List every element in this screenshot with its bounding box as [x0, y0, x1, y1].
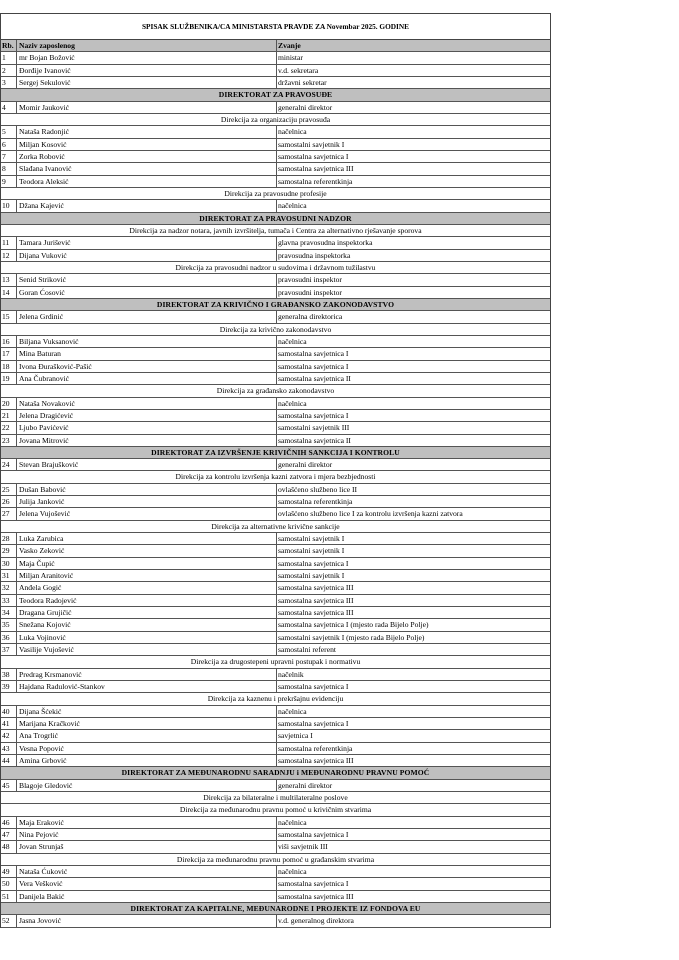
- employee-position: načelnica: [278, 336, 307, 346]
- table-row: [1, 632, 550, 644]
- employee-name: Senid Striković: [17, 274, 277, 285]
- table-row: [1, 77, 550, 89]
- header-name: Naziv zaposlenog: [17, 40, 277, 51]
- employee-name: mr Bojan Božović: [17, 52, 277, 63]
- employee-name: Nataša Ćuković: [17, 866, 277, 877]
- employee-name: Blagoje Gledović: [17, 780, 277, 791]
- row-number: 51: [1, 891, 17, 902]
- table-row: [1, 570, 550, 582]
- directorate-heading: DIREKTORAT ZA IZVRŠENJE KRIVIČNIH SANKCIJA I KONTROLU: [1, 447, 550, 459]
- table-row: [1, 669, 550, 681]
- table-row: [1, 361, 550, 373]
- employee-position: samostalna savjetnica III: [278, 756, 354, 766]
- employee-name: Nataša Radonjić: [17, 126, 277, 137]
- row-number: 44: [1, 755, 17, 766]
- header-position: Zvanje: [278, 41, 301, 50]
- table-row: [1, 237, 550, 249]
- employee-position: načelnica: [278, 866, 307, 876]
- row-number: 23: [1, 435, 17, 446]
- employee-position: pravosudna inspektorka: [278, 250, 351, 260]
- row-number: 50: [1, 878, 17, 889]
- employee-position: načelnica: [278, 127, 307, 137]
- employee-name: Ana Čubranović: [17, 373, 277, 384]
- table-row: [1, 484, 550, 496]
- directorate-division-heading: Direkcija za kaznenu i prekršajnu evidenciju: [1, 693, 550, 705]
- employee-name: Anđela Gogić: [17, 582, 277, 593]
- employee-position: načelnica: [278, 817, 307, 827]
- employee-name: Maja Eraković: [17, 817, 277, 828]
- table-row: [1, 533, 550, 545]
- row-number: 35: [1, 619, 17, 630]
- row-number: 52: [1, 915, 17, 926]
- table-row: [1, 151, 550, 163]
- table-row: [1, 65, 550, 77]
- employee-name: Ljubo Pavićević: [17, 422, 277, 433]
- employee-name: Maja Čupić: [17, 558, 277, 569]
- employee-name: Luka Zarubica: [17, 533, 277, 544]
- table-row: [1, 607, 550, 619]
- employee-position: samostalna savjetnica I: [278, 410, 349, 420]
- employee-position: samostalna savjetnica I: [278, 719, 349, 729]
- employee-position: samostalna savjetnica III: [278, 164, 354, 174]
- employee-position: samostalna savjetnica III: [278, 891, 354, 901]
- row-number: 20: [1, 398, 17, 409]
- employee-name: Mina Baturan: [17, 348, 277, 359]
- table-row: [1, 139, 550, 151]
- employee-position: samostalni savjetnik I (mjesto rada Bijelo Polje): [278, 632, 425, 642]
- table-row: [1, 718, 550, 730]
- directorate-division-heading: Direkcija za drugostepeni upravni postupak i normativu: [1, 656, 550, 668]
- row-number: 37: [1, 644, 17, 655]
- employee-name: Vera Vešković: [17, 878, 277, 889]
- row-number: 25: [1, 484, 17, 495]
- table-row: [1, 398, 550, 410]
- directorate-heading: DIREKTORAT ZA MEĐUNARODNU SARADNJU i MEĐUNARODNU PRAVNU POMOĆ: [1, 767, 550, 779]
- directorate-division-heading: Direkcija za međunarodnu pravnu pomoć u krivičnim stvarima: [1, 804, 550, 816]
- directorate-heading: DIREKTORAT ZA KRIVIČNO I GRAĐANSKO ZAKONODAVSTVO: [1, 299, 550, 311]
- row-number: 4: [1, 102, 17, 113]
- employee-name: Slađana Ivanović: [17, 163, 277, 174]
- table-row: [1, 644, 550, 656]
- table-row: [1, 348, 550, 360]
- employee-position: v.d. sekretara: [278, 65, 319, 75]
- table-row: [1, 102, 550, 114]
- row-number: 30: [1, 558, 17, 569]
- employee-position: glavna pravosudna inspektorka: [278, 238, 373, 248]
- table-row: [1, 558, 550, 570]
- row-number: 46: [1, 817, 17, 828]
- row-number: 3: [1, 77, 17, 88]
- employee-position: samostalna savjetnica I: [278, 830, 349, 839]
- employee-name: Jelena Dragićević: [17, 410, 277, 421]
- employee-name: Miljan Aranitović: [17, 570, 277, 581]
- employee-name: Zorka Robović: [17, 151, 277, 162]
- row-number: 26: [1, 496, 17, 507]
- employee-name: Vesna Popović: [17, 743, 277, 754]
- row-number: 16: [1, 336, 17, 347]
- employee-position: načelnik: [278, 669, 304, 679]
- employee-name: Momir Jauković: [17, 102, 277, 113]
- employee-name: Dušan Babović: [17, 484, 277, 495]
- directorate-heading: DIREKTORAT ZA PRAVOSUDNI NADZOR: [1, 213, 550, 225]
- employee-name: Ivona Đurašković-Pašić: [17, 361, 277, 372]
- row-number: 1: [1, 52, 17, 63]
- table-row: [1, 336, 550, 348]
- row-number: 13: [1, 274, 17, 285]
- employee-position: samostalna savjetnica I: [278, 558, 349, 568]
- row-number: 49: [1, 866, 17, 877]
- row-number: 39: [1, 681, 17, 692]
- employee-position: generalna direktorica: [278, 312, 343, 322]
- table-row: [1, 496, 550, 508]
- row-number: 38: [1, 669, 17, 680]
- row-number: 27: [1, 508, 17, 519]
- table-row: [1, 829, 550, 841]
- employee-position: samostalna savjetnica I (mjesto rada Bijelo Polje): [278, 620, 429, 630]
- employee-position: generalni direktor: [278, 102, 333, 112]
- table-row: [1, 780, 550, 792]
- employee-position: samostalna savjetnica I: [278, 361, 349, 371]
- table-row: [1, 287, 550, 299]
- table-row: [1, 817, 550, 829]
- employee-name: Dijana Vuković: [17, 250, 277, 261]
- employee-position: načelnica: [278, 706, 307, 716]
- employee-name: Luka Vojinović: [17, 632, 277, 643]
- table-row: [1, 595, 550, 607]
- row-number: 2: [1, 65, 17, 76]
- row-number: 34: [1, 607, 17, 618]
- directorate-division-heading: Direkcija za krivično zakonodavstvo: [1, 324, 550, 336]
- directorate-heading: DIREKTORAT ZA PRAVOSUĐE: [1, 89, 550, 101]
- employee-position: samostalni savjetnik I: [278, 571, 345, 581]
- row-number: 19: [1, 373, 17, 384]
- directorate-heading: DIREKTORAT ZA KAPITALNE, MEĐUNARODNE I PROJEKTE IZ FONDOVA EU: [1, 903, 550, 915]
- employee-name: Nataša Novaković: [17, 398, 277, 409]
- staff-list-table: [0, 13, 551, 928]
- row-number: 36: [1, 632, 17, 643]
- row-number: 48: [1, 841, 17, 852]
- employee-position: samostalni savjetnik I: [278, 139, 345, 149]
- employee-position: načelnica: [278, 201, 307, 211]
- employee-name: Stevan Brajušković: [17, 459, 277, 470]
- directorate-division-heading: Direkcija za bilateralne i multilateralne poslove: [1, 792, 550, 804]
- employee-position: samostalna savjetnica I: [278, 151, 349, 161]
- employee-position: samostalna savjetnica II: [278, 373, 351, 383]
- employee-position: samostalni savjetnik III: [278, 423, 350, 433]
- row-number: 33: [1, 595, 17, 606]
- row-number: 6: [1, 139, 17, 150]
- row-number: 15: [1, 311, 17, 322]
- employee-position: samostalna savjetnica III: [278, 595, 354, 605]
- employee-name: Sergej Sekulović: [17, 77, 277, 88]
- employee-name: Amina Grbović: [17, 755, 277, 766]
- employee-position: v.d. generalnog direktora: [278, 916, 354, 926]
- table-header-row: [1, 40, 550, 52]
- employee-position: samostalni referent: [278, 645, 336, 655]
- row-number: 12: [1, 250, 17, 261]
- employee-name: Snežana Kojović: [17, 619, 277, 630]
- table-row: [1, 545, 550, 557]
- employee-name: Jelena Vujošević: [17, 508, 277, 519]
- employee-name: Tamara Jurišević: [17, 237, 277, 248]
- employee-name: Hajdana Radulović-Stankov: [17, 681, 277, 692]
- employee-position: samostalna savjetnica I: [278, 879, 349, 889]
- table-row: [1, 582, 550, 594]
- employee-position: načelnica: [278, 398, 307, 408]
- employee-name: Đorđije Ivanović: [17, 65, 277, 76]
- directorate-division-heading: Direkcija za alternativne krivične sankcije: [1, 521, 550, 533]
- employee-name: Goran Ćosović: [17, 287, 277, 298]
- employee-name: Džana Kajević: [17, 200, 277, 211]
- table-row: [1, 274, 550, 286]
- employee-position: savjetnica I: [278, 731, 313, 741]
- employee-position: samostalni savjetnik I: [278, 534, 345, 544]
- employee-position: samostalni savjetnik I: [278, 546, 345, 556]
- employee-name: Ana Trogrlić: [17, 730, 277, 741]
- employee-position: ministar: [278, 53, 303, 63]
- table-row: [1, 508, 550, 520]
- table-row: [1, 435, 550, 447]
- employee-position: generalni direktor: [278, 460, 333, 470]
- employee-position: samostalna savjetnica III: [278, 608, 354, 618]
- employee-name: Jasna Jovović: [17, 915, 277, 926]
- employee-name: Dijana Šćekić: [17, 706, 277, 717]
- employee-position: državni sekretar: [278, 77, 327, 87]
- employee-name: Julija Janković: [17, 496, 277, 507]
- employee-position: samostalna savjetnica II: [278, 435, 351, 445]
- row-number: 40: [1, 706, 17, 717]
- employee-name: Dragana Grujičić: [17, 607, 277, 618]
- row-number: 11: [1, 237, 17, 248]
- table-row: [1, 163, 550, 175]
- document-title: SPISAK SLUŽBENIKA/CA MINISTARSTA PRAVDE ZA Novembar 2025. GODINE: [1, 14, 550, 40]
- employee-name: Nina Pejović: [17, 829, 277, 840]
- row-number: 24: [1, 459, 17, 470]
- table-row: [1, 730, 550, 742]
- table-row: [1, 878, 550, 890]
- employee-position: samostalna referentkinja: [278, 176, 353, 186]
- directorate-division-heading: Direkcija za pravosudne profesije: [1, 188, 550, 200]
- employee-name: Marijana Kračković: [17, 718, 277, 729]
- row-number: 29: [1, 545, 17, 556]
- directorate-division-heading: Direkcija za građansko zakonodavstvo: [1, 385, 550, 397]
- table-row: [1, 410, 550, 422]
- row-number: 14: [1, 287, 17, 298]
- table-row: [1, 176, 550, 188]
- employee-name: Vasko Zeković: [17, 545, 277, 556]
- row-number: 45: [1, 780, 17, 791]
- employee-name: Jovan Strunjaš: [17, 841, 277, 852]
- row-number: 47: [1, 829, 17, 840]
- directorate-division-heading: Direkcija za nadzor notara, javnih izvršitelja, tumača i Centra za alternativno rješavanje sporova: [1, 225, 550, 237]
- table-row: [1, 250, 550, 262]
- table-row: [1, 619, 550, 631]
- employee-position: viši savjetnik III: [278, 842, 328, 852]
- directorate-division-heading: Direkcija za kontrolu izvršenja kazni zatvora i mjera bezbjednosti: [1, 471, 550, 483]
- directorate-division-heading: Direkcija za međunarodnu pravnu pomoć u građanskim stvarima: [1, 854, 550, 866]
- table-row: [1, 422, 550, 434]
- table-row: [1, 681, 550, 693]
- row-number: 43: [1, 743, 17, 754]
- table-row: [1, 126, 550, 138]
- row-number: 10: [1, 200, 17, 211]
- employee-position: generalni direktor: [278, 780, 333, 790]
- employee-name: Predrag Krsmanović: [17, 669, 277, 680]
- table-row: [1, 915, 550, 927]
- table-body: [1, 52, 550, 927]
- table-row: [1, 891, 550, 903]
- employee-position: samostalna referentkinja: [278, 497, 353, 507]
- directorate-division-heading: Direkcija za organizaciju pravosuđa: [1, 114, 550, 126]
- employee-name: Teodora Aleksić: [17, 176, 277, 187]
- row-number: 41: [1, 718, 17, 729]
- employee-position: ovlašćeno službeno lice II: [278, 484, 358, 494]
- row-number: 31: [1, 570, 17, 581]
- row-number: 22: [1, 422, 17, 433]
- row-number: 18: [1, 361, 17, 372]
- table-row: [1, 311, 550, 323]
- row-number: 7: [1, 151, 17, 162]
- table-row: [1, 866, 550, 878]
- employee-name: Vasilije Vujošević: [17, 644, 277, 655]
- employee-position: samostalna savjetnica III: [278, 583, 354, 593]
- employee-position: ovlašćeno službeno lice I za kontrolu izvršenja kazni zatvora: [278, 509, 463, 519]
- employee-position: pravosudni inspektor: [278, 287, 342, 297]
- table-row: [1, 706, 550, 718]
- employee-name: Biljana Vuksanović: [17, 336, 277, 347]
- table-row: [1, 841, 550, 853]
- row-number: 32: [1, 582, 17, 593]
- table-row: [1, 200, 550, 212]
- header-rb: Rb.: [1, 40, 17, 51]
- employee-position: samostalna savjetnica I: [278, 682, 349, 692]
- employee-position: samostalna referentkinja: [278, 743, 353, 753]
- employee-name: Danijela Bakić: [17, 891, 277, 902]
- table-row: [1, 52, 550, 64]
- row-number: 9: [1, 176, 17, 187]
- employee-name: Teodora Radojević: [17, 595, 277, 606]
- row-number: 17: [1, 348, 17, 359]
- employee-name: Jovana Mitrović: [17, 435, 277, 446]
- table-row: [1, 755, 550, 767]
- row-number: 21: [1, 410, 17, 421]
- employee-position: pravosudni inspektor: [278, 275, 342, 285]
- employee-name: Miljan Kosović: [17, 139, 277, 150]
- table-row: [1, 743, 550, 755]
- directorate-division-heading: Direkcija za pravosudni nadzor u sudovima i državnom tužilastvu: [1, 262, 550, 274]
- row-number: 8: [1, 163, 17, 174]
- row-number: 28: [1, 533, 17, 544]
- employee-position: samostalna savjetnica I: [278, 349, 349, 359]
- employee-name: Jelena Grdinić: [17, 311, 277, 322]
- row-number: 42: [1, 730, 17, 741]
- row-number: 5: [1, 126, 17, 137]
- table-row: [1, 459, 550, 471]
- table-row: [1, 373, 550, 385]
